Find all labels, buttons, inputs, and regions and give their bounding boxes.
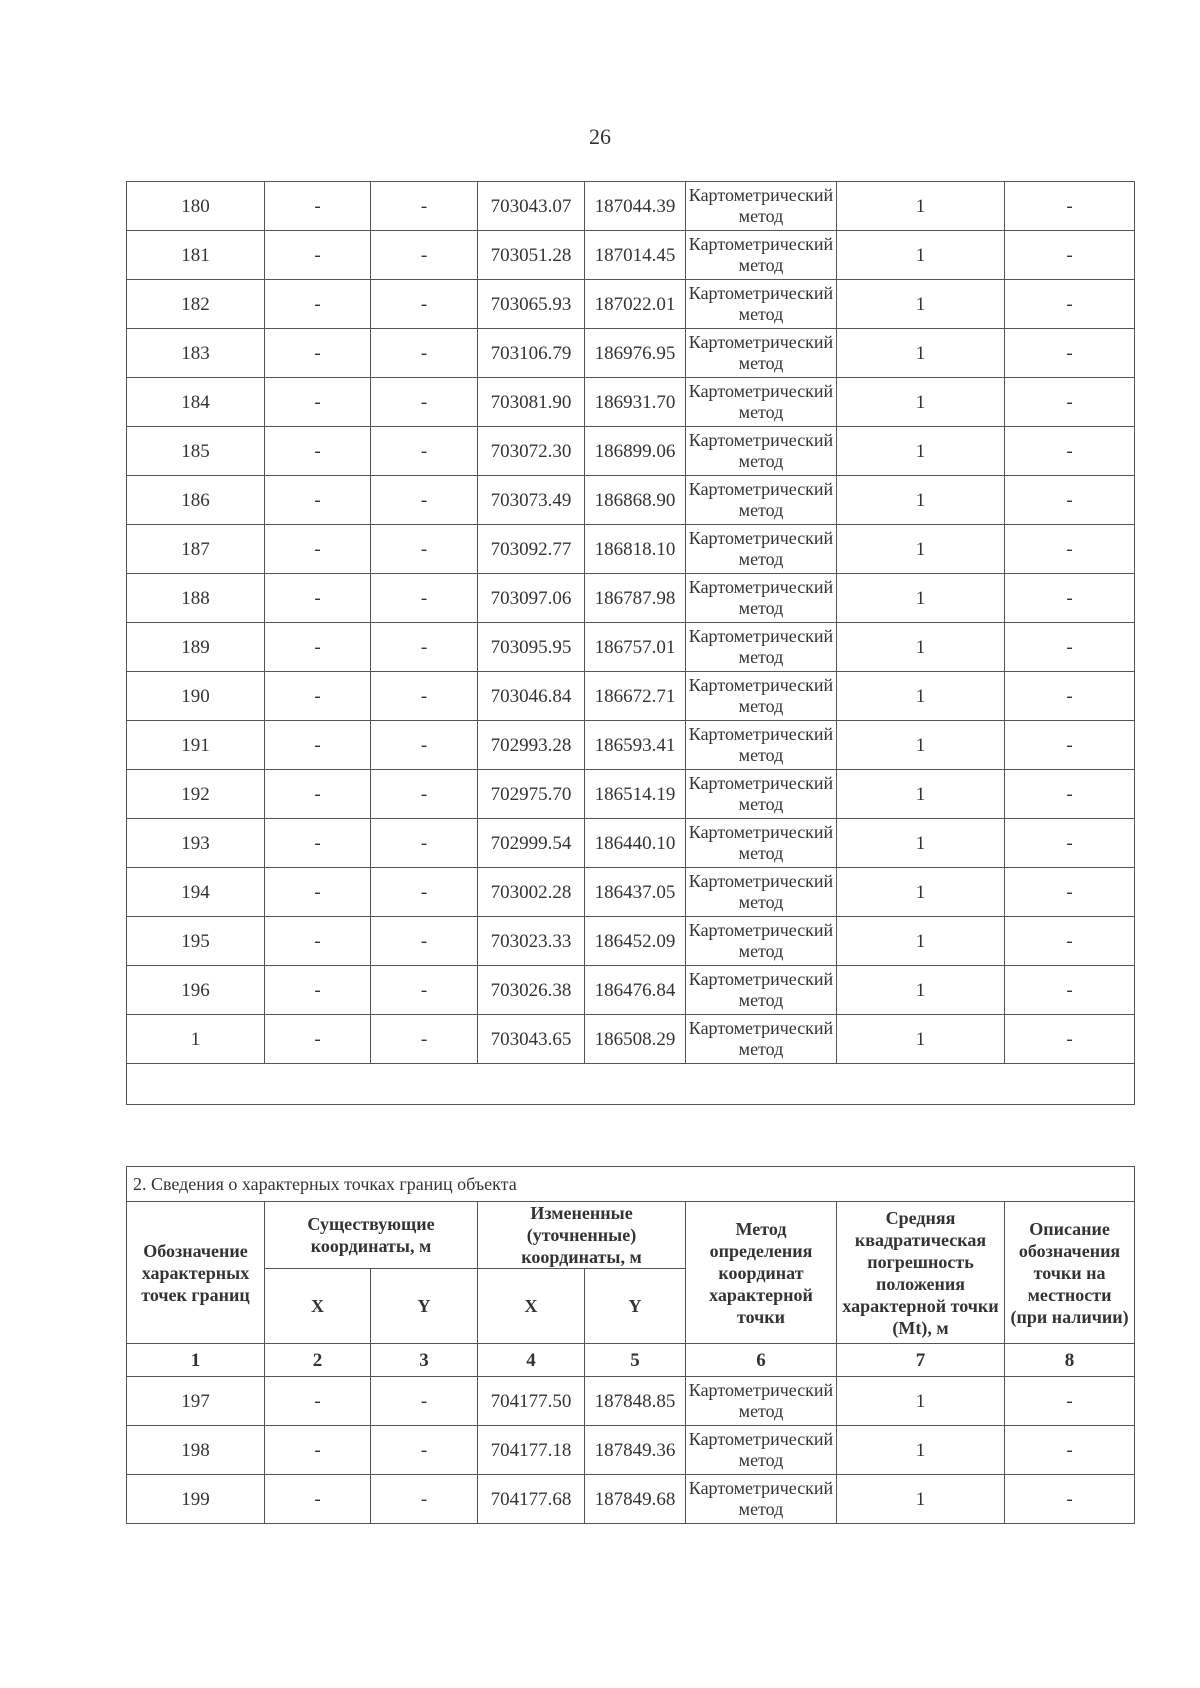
- table-row: [127, 182, 1135, 231]
- cell-mt: 1: [837, 378, 1005, 427]
- column-number: 1: [127, 1344, 265, 1377]
- cell-point: 1: [127, 1015, 265, 1064]
- table-row: [127, 378, 1135, 427]
- table-row: [127, 280, 1135, 329]
- cell-mt: 1: [837, 525, 1005, 574]
- cell-point: 182: [127, 280, 265, 329]
- table-row: [127, 819, 1135, 868]
- cell-mt: 1: [837, 623, 1005, 672]
- cell-point: 187: [127, 525, 265, 574]
- cell-mt: 1: [837, 917, 1005, 966]
- table-title: 2. Сведения о характерных точках границ объекта: [127, 1167, 1135, 1202]
- cell-y: 187849.68: [585, 1475, 686, 1524]
- cell-ex_x: -: [265, 378, 371, 427]
- cell-ex_x: -: [265, 868, 371, 917]
- cell-ex_y: -: [371, 1475, 478, 1524]
- table-row: [127, 917, 1135, 966]
- cell-mt: 1: [837, 1426, 1005, 1475]
- cell-method: Картометрический метод: [686, 182, 837, 231]
- cell-ex_x: -: [265, 917, 371, 966]
- cell-mt: 1: [837, 672, 1005, 721]
- cell-point: 183: [127, 329, 265, 378]
- table-row: [127, 231, 1135, 280]
- cell-ex_y: -: [371, 182, 478, 231]
- cell-y: 186787.98: [585, 574, 686, 623]
- cell-mt: 1: [837, 476, 1005, 525]
- cell-desc: -: [1005, 623, 1135, 672]
- cell-desc: -: [1005, 476, 1135, 525]
- header-description: Описание обозначения точки на местности (при наличии): [1005, 1202, 1135, 1344]
- header-method: Метод определения координат характерной точки: [686, 1202, 837, 1344]
- cell-y: 186672.71: [585, 672, 686, 721]
- cell-ex_y: -: [371, 329, 478, 378]
- cell-method: Картометрический метод: [686, 1426, 837, 1475]
- table-row: [127, 1426, 1135, 1475]
- cell-desc: -: [1005, 378, 1135, 427]
- table-row: [127, 966, 1135, 1015]
- header-point: Обозначение характерных точек границ: [127, 1202, 265, 1344]
- cell-point: 186: [127, 476, 265, 525]
- table-row: [127, 1377, 1135, 1426]
- cell-desc: -: [1005, 770, 1135, 819]
- cell-ex_x: -: [265, 672, 371, 721]
- cell-desc: -: [1005, 672, 1135, 721]
- cell-point: 180: [127, 182, 265, 231]
- header-changed-coords: Измененные (уточненные) координаты, м: [478, 1202, 686, 1269]
- cell-x: 703073.49: [478, 476, 585, 525]
- cell-ex_y: -: [371, 378, 478, 427]
- cell-mt: 1: [837, 427, 1005, 476]
- cell-y: 186757.01: [585, 623, 686, 672]
- cell-method: Картометрический метод: [686, 868, 837, 917]
- cell-y: 187044.39: [585, 182, 686, 231]
- table-row: [127, 770, 1135, 819]
- cell-x: 703065.93: [478, 280, 585, 329]
- cell-x: 704177.50: [478, 1377, 585, 1426]
- cell-x: 703095.95: [478, 623, 585, 672]
- cell-mt: 1: [837, 868, 1005, 917]
- cell-ex_y: -: [371, 966, 478, 1015]
- column-number: 7: [837, 1344, 1005, 1377]
- cell-desc: -: [1005, 819, 1135, 868]
- cell-mt: 1: [837, 1377, 1005, 1426]
- cell-y: 187022.01: [585, 280, 686, 329]
- cell-ex_x: -: [265, 1377, 371, 1426]
- cell-mt: 1: [837, 966, 1005, 1015]
- cell-x: 703092.77: [478, 525, 585, 574]
- cell-desc: -: [1005, 966, 1135, 1015]
- cell-ex_y: -: [371, 721, 478, 770]
- cell-desc: -: [1005, 1475, 1135, 1524]
- cell-desc: -: [1005, 1015, 1135, 1064]
- cell-y: 187014.45: [585, 231, 686, 280]
- cell-desc: -: [1005, 917, 1135, 966]
- header-existing-x: X: [265, 1269, 371, 1344]
- cell-ex_x: -: [265, 819, 371, 868]
- cell-point: 199: [127, 1475, 265, 1524]
- cell-x: 702975.70: [478, 770, 585, 819]
- column-number: 5: [585, 1344, 686, 1377]
- cell-mt: 1: [837, 182, 1005, 231]
- cell-ex_x: -: [265, 231, 371, 280]
- cell-ex_x: -: [265, 574, 371, 623]
- cell-ex_y: -: [371, 1426, 478, 1475]
- cell-method: Картометрический метод: [686, 819, 837, 868]
- cell-y: 186899.06: [585, 427, 686, 476]
- cell-point: 190: [127, 672, 265, 721]
- cell-point: 185: [127, 427, 265, 476]
- cell-x: 703097.06: [478, 574, 585, 623]
- cell-method: Картометрический метод: [686, 672, 837, 721]
- cell-desc: -: [1005, 1426, 1135, 1475]
- cell-y: 186868.90: [585, 476, 686, 525]
- table-row: [127, 868, 1135, 917]
- table-row: [127, 329, 1135, 378]
- cell-ex_y: -: [371, 868, 478, 917]
- cell-x: 702993.28: [478, 721, 585, 770]
- cell-y: 186976.95: [585, 329, 686, 378]
- cell-mt: 1: [837, 1015, 1005, 1064]
- cell-ex_x: -: [265, 476, 371, 525]
- cell-ex_x: -: [265, 525, 371, 574]
- cell-desc: -: [1005, 525, 1135, 574]
- table-row: [127, 1475, 1135, 1524]
- cell-method: Картометрический метод: [686, 476, 837, 525]
- cell-y: 186440.10: [585, 819, 686, 868]
- cell-ex_y: -: [371, 525, 478, 574]
- cell-mt: 1: [837, 574, 1005, 623]
- cell-point: 198: [127, 1426, 265, 1475]
- cell-y: 186437.05: [585, 868, 686, 917]
- cell-ex_y: -: [371, 574, 478, 623]
- page-number: 26: [589, 124, 611, 149]
- cell-desc: -: [1005, 721, 1135, 770]
- cell-mt: 1: [837, 231, 1005, 280]
- cell-ex_y: -: [371, 427, 478, 476]
- cell-desc: -: [1005, 280, 1135, 329]
- cell-ex_x: -: [265, 770, 371, 819]
- cell-method: Картометрический метод: [686, 1475, 837, 1524]
- cell-y: 186931.70: [585, 378, 686, 427]
- cell-ex_y: -: [371, 770, 478, 819]
- cell-method: Картометрический метод: [686, 623, 837, 672]
- cell-desc: -: [1005, 574, 1135, 623]
- cell-mt: 1: [837, 721, 1005, 770]
- cell-method: Картометрический метод: [686, 329, 837, 378]
- cell-ex_x: -: [265, 1015, 371, 1064]
- cell-method: Картометрический метод: [686, 770, 837, 819]
- cell-ex_x: -: [265, 280, 371, 329]
- table-row: [127, 476, 1135, 525]
- cell-desc: -: [1005, 868, 1135, 917]
- cell-x: 704177.68: [478, 1475, 585, 1524]
- cell-ex_y: -: [371, 623, 478, 672]
- table-row: [127, 721, 1135, 770]
- cell-x: 703106.79: [478, 329, 585, 378]
- cell-ex_y: -: [371, 231, 478, 280]
- cell-x: 703043.07: [478, 182, 585, 231]
- cell-point: 184: [127, 378, 265, 427]
- cell-x: 703051.28: [478, 231, 585, 280]
- cell-point: 181: [127, 231, 265, 280]
- cell-ex_y: -: [371, 280, 478, 329]
- cell-point: 189: [127, 623, 265, 672]
- cell-point: 195: [127, 917, 265, 966]
- cell-method: Картометрический метод: [686, 280, 837, 329]
- header-existing-y: Y: [371, 1269, 478, 1344]
- coordinates-table-continued: [126, 181, 1135, 1105]
- cell-ex_x: -: [265, 427, 371, 476]
- cell-method: Картометрический метод: [686, 378, 837, 427]
- table-row: [127, 427, 1135, 476]
- cell-y: 186476.84: [585, 966, 686, 1015]
- cell-y: 187849.36: [585, 1426, 686, 1475]
- empty-cell: [127, 1064, 1135, 1105]
- cell-ex_y: -: [371, 476, 478, 525]
- cell-mt: 1: [837, 329, 1005, 378]
- cell-y: 186452.09: [585, 917, 686, 966]
- cell-ex_x: -: [265, 329, 371, 378]
- cell-method: Картометрический метод: [686, 966, 837, 1015]
- cell-method: Картометрический метод: [686, 721, 837, 770]
- cell-x: 703072.30: [478, 427, 585, 476]
- cell-method: Картометрический метод: [686, 1015, 837, 1064]
- cell-ex_x: -: [265, 182, 371, 231]
- column-number: 8: [1005, 1344, 1135, 1377]
- table-row: [127, 672, 1135, 721]
- cell-ex_x: -: [265, 721, 371, 770]
- cell-point: 193: [127, 819, 265, 868]
- cell-ex_y: -: [371, 917, 478, 966]
- cell-desc: -: [1005, 1377, 1135, 1426]
- cell-mt: 1: [837, 819, 1005, 868]
- empty-row: [127, 1064, 1135, 1105]
- cell-desc: -: [1005, 182, 1135, 231]
- cell-method: Картометрический метод: [686, 1377, 837, 1426]
- cell-point: 191: [127, 721, 265, 770]
- cell-y: 186508.29: [585, 1015, 686, 1064]
- header-changed-x: X: [478, 1269, 585, 1344]
- cell-method: Картометрический метод: [686, 525, 837, 574]
- header-existing-coords: Существующие координаты, м: [265, 1202, 478, 1269]
- cell-ex_x: -: [265, 623, 371, 672]
- cell-method: Картометрический метод: [686, 917, 837, 966]
- header-changed-y: Y: [585, 1269, 686, 1344]
- cell-x: 703081.90: [478, 378, 585, 427]
- cell-ex_x: -: [265, 1475, 371, 1524]
- boundary-points-table: [126, 1166, 1135, 1524]
- cell-ex_y: -: [371, 819, 478, 868]
- cell-ex_y: -: [371, 1015, 478, 1064]
- column-number: 4: [478, 1344, 585, 1377]
- cell-desc: -: [1005, 427, 1135, 476]
- cell-x: 704177.18: [478, 1426, 585, 1475]
- column-number: 2: [265, 1344, 371, 1377]
- cell-ex_x: -: [265, 966, 371, 1015]
- cell-x: 703043.65: [478, 1015, 585, 1064]
- cell-desc: -: [1005, 329, 1135, 378]
- table-row: [127, 1015, 1135, 1064]
- cell-method: Картометрический метод: [686, 427, 837, 476]
- cell-y: 186593.41: [585, 721, 686, 770]
- header-mt: Средняя квадратическая погрешность положения характерной точки (Mt), м: [837, 1202, 1005, 1344]
- cell-point: 188: [127, 574, 265, 623]
- cell-method: Картометрический метод: [686, 574, 837, 623]
- cell-point: 194: [127, 868, 265, 917]
- cell-x: 703023.33: [478, 917, 585, 966]
- cell-y: 187848.85: [585, 1377, 686, 1426]
- cell-y: 186514.19: [585, 770, 686, 819]
- cell-x: 702999.54: [478, 819, 585, 868]
- cell-point: 197: [127, 1377, 265, 1426]
- column-number: 6: [686, 1344, 837, 1377]
- cell-desc: -: [1005, 231, 1135, 280]
- cell-y: 186818.10: [585, 525, 686, 574]
- cell-mt: 1: [837, 770, 1005, 819]
- table-row: [127, 623, 1135, 672]
- cell-ex_y: -: [371, 1377, 478, 1426]
- cell-x: 703026.38: [478, 966, 585, 1015]
- cell-x: 703002.28: [478, 868, 585, 917]
- cell-mt: 1: [837, 1475, 1005, 1524]
- column-number: 3: [371, 1344, 478, 1377]
- cell-ex_y: -: [371, 672, 478, 721]
- cell-method: Картометрический метод: [686, 231, 837, 280]
- table-row: [127, 574, 1135, 623]
- cell-x: 703046.84: [478, 672, 585, 721]
- cell-mt: 1: [837, 280, 1005, 329]
- cell-point: 192: [127, 770, 265, 819]
- cell-ex_x: -: [265, 1426, 371, 1475]
- table-row: [127, 525, 1135, 574]
- cell-point: 196: [127, 966, 265, 1015]
